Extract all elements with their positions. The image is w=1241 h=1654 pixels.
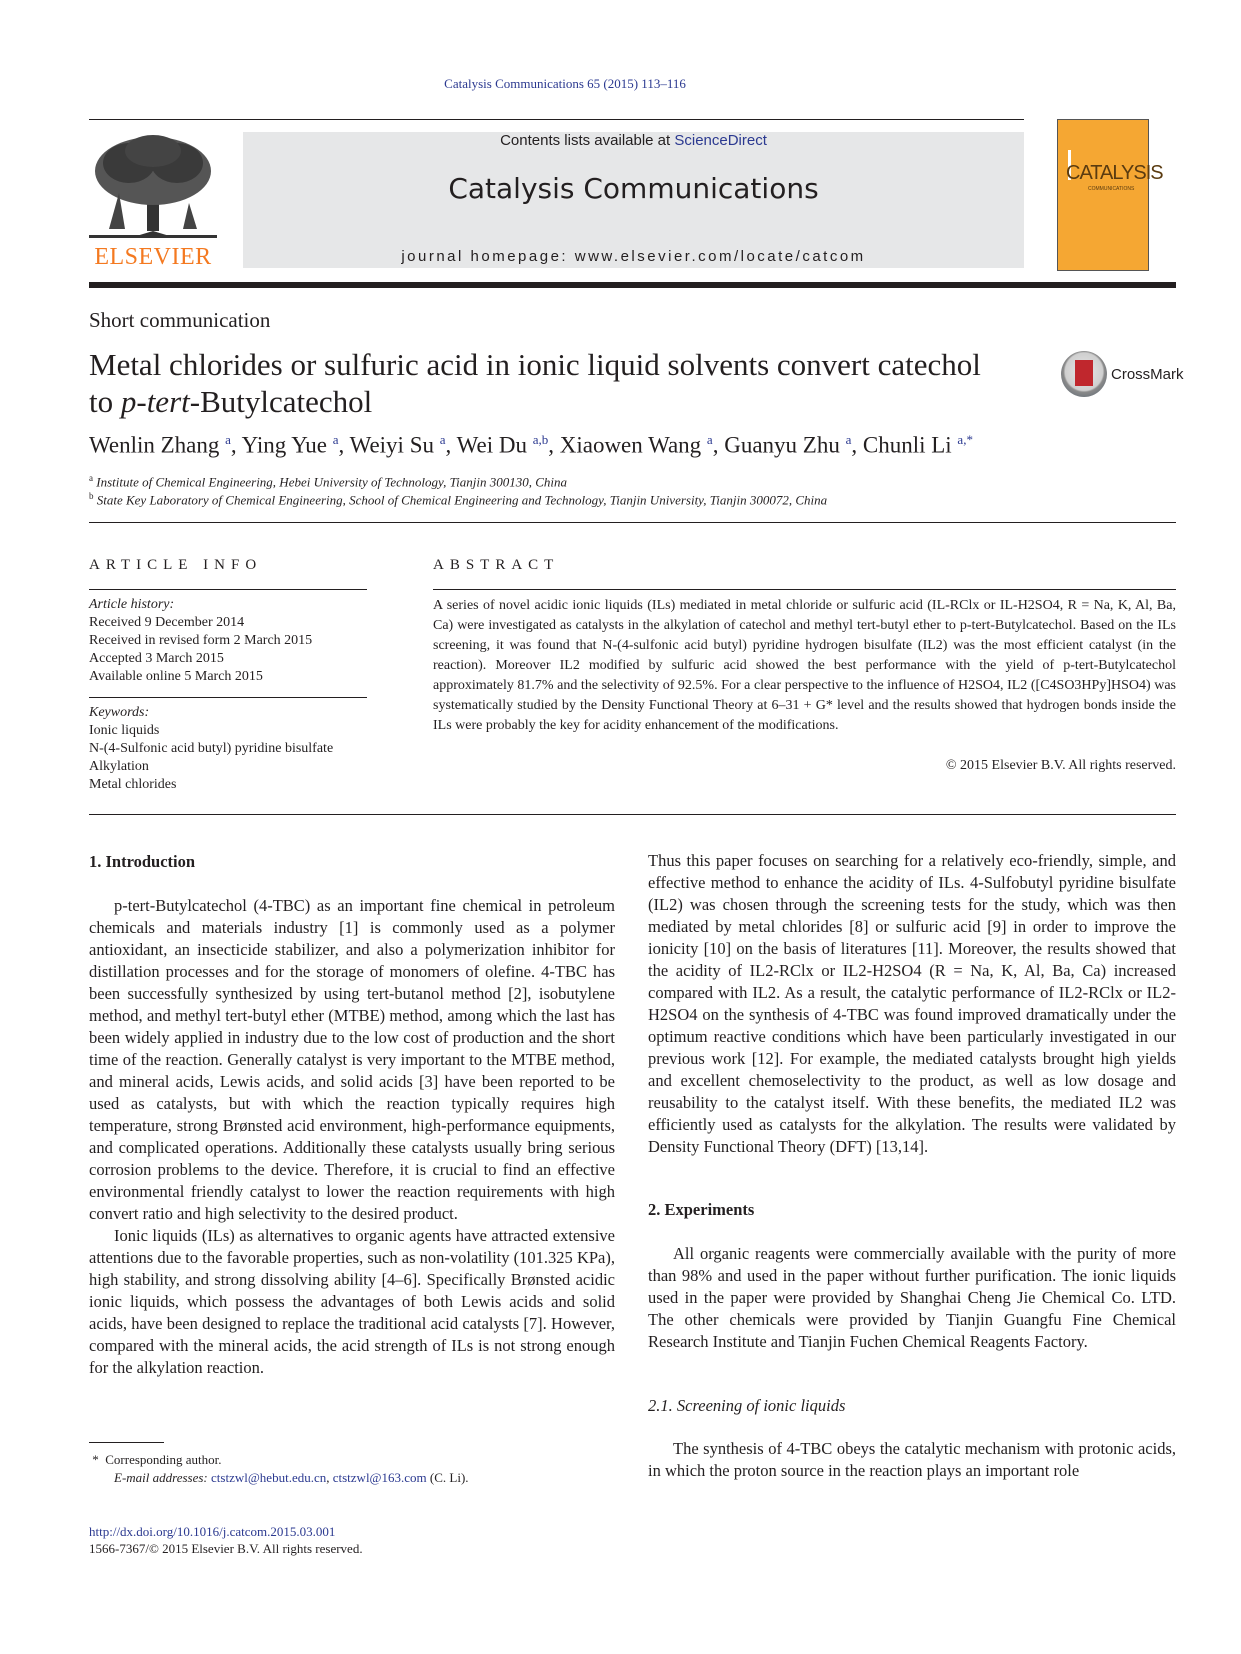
affiliation-a bbox=[89, 473, 567, 490]
section-heading-experiments: 2. Experiments bbox=[648, 1200, 755, 1219]
author-affiliation-marker[interactable]: a bbox=[225, 432, 231, 447]
screening-text bbox=[648, 1438, 1176, 1482]
abstract-copyright: © 2015 Elsevier B.V. All rights reserved. bbox=[945, 758, 1176, 773]
keywords-label: Keywords: bbox=[89, 705, 150, 720]
author-separator: , bbox=[712, 432, 725, 458]
author-separator: , bbox=[338, 432, 350, 458]
info-rule bbox=[89, 589, 367, 590]
author-affiliation-marker[interactable]: a bbox=[845, 432, 852, 447]
cover-subtitle: COMMUNICATIONS bbox=[1088, 186, 1135, 192]
email-label: E-mail addresses: bbox=[114, 1470, 208, 1485]
title-italic: p-tert bbox=[120, 384, 190, 419]
affiliation-text: State Key Laboratory of Chemical Engineering, School of Chemical Engineering and Technology, Tianjin University, Tianjin 300072, China bbox=[96, 492, 828, 508]
title-line-2 bbox=[89, 383, 1009, 420]
author-affiliation-marker[interactable]: a,* bbox=[957, 432, 973, 447]
doi-block bbox=[89, 1523, 363, 1557]
journal-cover bbox=[1057, 119, 1163, 271]
keyword-item: Metal chlorides bbox=[89, 777, 177, 792]
journal-homepage[interactable]: journal homepage: www.elsevier.com/locate/catcom bbox=[401, 248, 866, 265]
author-affiliation-marker[interactable]: a bbox=[439, 432, 446, 447]
crossmark-ribbon bbox=[1075, 360, 1093, 386]
author-name: Weiyi Su bbox=[349, 432, 434, 458]
author-list bbox=[89, 432, 973, 459]
keyword-item: Ionic liquids bbox=[89, 723, 160, 738]
doi-link[interactable]: http://dx.doi.org/10.1016/j.catcom.2015.03.001 bbox=[89, 1524, 336, 1539]
author-name: Guanyu Zhu bbox=[724, 432, 840, 458]
intro-paragraph-2: Ionic liquids (ILs) as alternatives to organic agents have attracted extensive attentions due to the favorable properties, such as non-volatility (101.325 KPa), high stability, and strong dissolving ability [4–6]. Specifically Brønsted acidic ionic liquids, which possess the advantages of both Lewis acids and solid acids, have been designed to replace the traditional acid catalysts [7]. However, compared with the mineral acids, the acid strength of ILs is not strong enough for the alkylation reaction. bbox=[89, 1226, 615, 1377]
contents-prefix: Contents lists available at bbox=[500, 132, 675, 149]
journal-name: Catalysis Communications bbox=[448, 172, 819, 205]
title-suffix: -Butylcatechol bbox=[189, 384, 373, 419]
author-name: Chunli Li bbox=[862, 432, 952, 458]
left-column bbox=[89, 895, 615, 1379]
history-accepted: Accepted 3 March 2015 bbox=[89, 651, 224, 666]
article-info-heading: ARTICLE INFO bbox=[89, 557, 263, 573]
author-separator: , bbox=[548, 432, 560, 458]
title-prefix: to bbox=[89, 384, 121, 419]
screening-paragraph: The synthesis of 4-TBC obeys the catalytic mechanism with protonic acids, in which the proton source in the reaction plays an important role bbox=[648, 1439, 1176, 1480]
author-separator: , bbox=[230, 432, 242, 458]
title-line-1: Metal chlorides or sulfuric acid in ionic liquid solvents convert catechol bbox=[89, 347, 981, 382]
header-rule bbox=[89, 119, 1024, 120]
article-history bbox=[89, 596, 369, 686]
email-link-2[interactable]: ctstzwl@163.com bbox=[332, 1470, 427, 1485]
right-paragraph-1: Thus this paper focuses on searching for a relatively eco-friendly, simple, and effective method to enhance the acidity of ILs. 4-Sulfobutyl pyridine bisulfate (IL2) was chosen through the screening tests for the study, which was then mediated by metal chlorides [8] or sulfuric acid [9] in order to improve the ionicity [10] on the basis of literatures [11]. Moreover, the results showed that the acidity of IL2-RClx or IL2-H2SO4 (R = Na, K, Al, Ba, Ca) increased compared with IL2. As a result, the catalytic performance of IL2-RClx or IL2-H2SO4 on the synthesis of 4-TBC was found improved dramatically under the optimum reactive conditions which have been particularly investigated in our previous work [12]. For example, the mediated catalysts brought high yields and excellent chemoselectivity to the product, as well as low dosage and reusability to the catalyst itself. With these benefits, the mediated IL2 was efficiently used as catalysts for the alkylation. The results were validated by Density Functional Theory (DFT) [13,14]. bbox=[648, 851, 1176, 1156]
subsection-heading: 2.1. Screening of ionic liquids bbox=[648, 1396, 846, 1415]
affiliation-marker: b bbox=[89, 491, 94, 501]
affiliation-b bbox=[89, 491, 827, 508]
article-type: Short communication bbox=[89, 308, 271, 332]
section-heading-introduction: 1. Introduction bbox=[89, 852, 196, 871]
author-name: Ying Yue bbox=[241, 432, 327, 458]
author-name: Xiaowen Wang bbox=[559, 432, 702, 458]
abstract-rule bbox=[433, 589, 1176, 590]
author-separator: , bbox=[445, 432, 457, 458]
email-suffix: (C. Li). bbox=[429, 1470, 469, 1485]
email-line: E-mail addresses: ctstzwl@hebut.edu.cn, ctstzwl@163.com (C. Li). bbox=[114, 1470, 469, 1485]
abstract-text: A series of novel acidic ionic liquids (ILs) mediated in metal chloride or sulfuric acid (IL-RClx or IL-H2SO4, R = Na, K, Al, Ba, Ca) were investigated as catalysts in the alkylation of catechol and methyl tert-butyl ether to p-tert-Butylcatechol. Based on the ILs screening, it was found that N-(4-sulfonic acid butyl) pyridine hydrogen bisulfate (IL2) was the most efficient catalyst (in the reaction). Moreover IL2 modified by sulfuric acid showed the best performance with the yield of p-tert-Butylcatechol approximately 81.7% and the selectivity of 92.5%. For a clear perspective to the influence of H2SO4, IL2 ([C4SO3HPy]HSO4) was systematically studied by the Density Functional Theory at 6–31 + G* level and the results showed that hydrogen bonds inside the ILs were probably the key for acidity enhancement of the modifications. bbox=[433, 598, 1176, 733]
sciencedirect-link[interactable]: ScienceDirect bbox=[674, 132, 767, 149]
journal-banner bbox=[243, 132, 1024, 268]
elsevier-logo bbox=[89, 133, 217, 271]
history-revised: Received in revised form 2 March 2015 bbox=[89, 633, 313, 648]
header-thick-rule bbox=[89, 282, 1176, 288]
history-received: Received 9 December 2014 bbox=[89, 615, 245, 630]
author-name: Wenlin Zhang bbox=[89, 432, 220, 458]
corresponding-text: Corresponding author. bbox=[105, 1452, 222, 1467]
experiments-text bbox=[648, 1243, 1176, 1353]
keywords-rule bbox=[89, 697, 367, 698]
footnote bbox=[89, 1451, 469, 1487]
email-link-1[interactable]: ctstzwl@hebut.edu.cn bbox=[211, 1470, 327, 1485]
keywords bbox=[89, 704, 369, 794]
tree-icon bbox=[89, 133, 217, 241]
corresponding-note: * Corresponding author. bbox=[89, 1452, 222, 1467]
footnote-rule bbox=[89, 1442, 164, 1443]
title-rule bbox=[89, 522, 1176, 523]
right-column bbox=[648, 850, 1176, 1158]
author-affiliation-marker[interactable]: a bbox=[706, 432, 713, 447]
author-name: Wei Du bbox=[456, 432, 527, 458]
contents-line bbox=[243, 132, 1024, 149]
author-separator: , bbox=[851, 432, 863, 458]
crossmark-icon[interactable] bbox=[1061, 351, 1107, 397]
abstract-bottom-rule bbox=[89, 814, 1176, 815]
keyword-item: Alkylation bbox=[89, 759, 149, 774]
crossmark-label[interactable]: CrossMark bbox=[1111, 366, 1184, 383]
publisher-wordmark: ELSEVIER bbox=[94, 244, 212, 270]
keyword-item: N-(4-Sulfonic acid butyl) pyridine bisulfate bbox=[89, 741, 334, 756]
intro-paragraph-1: p-tert-Butylcatechol (4-TBC) as an important fine chemical in petroleum chemicals and materials industry [1] is commonly used as a polymer antioxidant, an insecticide stabilizer, and also a polymerization inhibitor for distillation processes and for the storage of monomers of olefine. 4-TBC has been successfully synthesized by using tert-butanol method [2], isobutylene method, and methyl tert-butyl ether (MTBE) method, among which the last has been widely applied in industry due to the low cost of production and the short time of the reaction. Generally catalyst is very important to the MTBE method, and mineral acids, Lewis acids, and solid acids [3] have been reported to be used as catalysts, but with which the reaction typically requires high temperature, strong Brønsted acid environment, high-performance equipments, and complicated operations. Additionally these catalysts usually bring serious corrosion problems to the device. Therefore, it is crucial to find an effective environmental friendly catalyst to lower the reaction requirements with high convert ratio and high selectivity to the desired product. bbox=[89, 896, 615, 1223]
affiliation-text: Institute of Chemical Engineering, Hebei University of Technology, Tianjin 300130, China bbox=[96, 474, 567, 490]
article-title bbox=[89, 346, 1009, 420]
history-online: Available online 5 March 2015 bbox=[89, 669, 263, 684]
abstract-heading: ABSTRACT bbox=[433, 557, 560, 573]
affiliation-marker: a bbox=[89, 473, 93, 483]
journal-reference[interactable]: Catalysis Communications 65 (2015) 113–116 bbox=[444, 76, 686, 91]
experiments-paragraph: All organic reagents were commercially available with the purity of more than 98% and used in the paper without further purification. The ionic liquids used in the paper were provided by Shanghai Cheng Jie Chemical Co. LTD. The other chemicals were provided by Tianjin Guangfu Fine Chemical Research Institute and Tianjin Fuchen Chemical Reagents Factory. bbox=[648, 1244, 1176, 1351]
author-affiliation-marker[interactable]: a bbox=[332, 432, 339, 447]
history-label: Article history: bbox=[89, 597, 175, 612]
issn-line: 1566-7367/© 2015 Elsevier B.V. All rights reserved. bbox=[89, 1541, 363, 1556]
author-affiliation-marker[interactable]: a,b bbox=[532, 432, 549, 447]
cover-title: CATALYSIS bbox=[1066, 162, 1163, 184]
